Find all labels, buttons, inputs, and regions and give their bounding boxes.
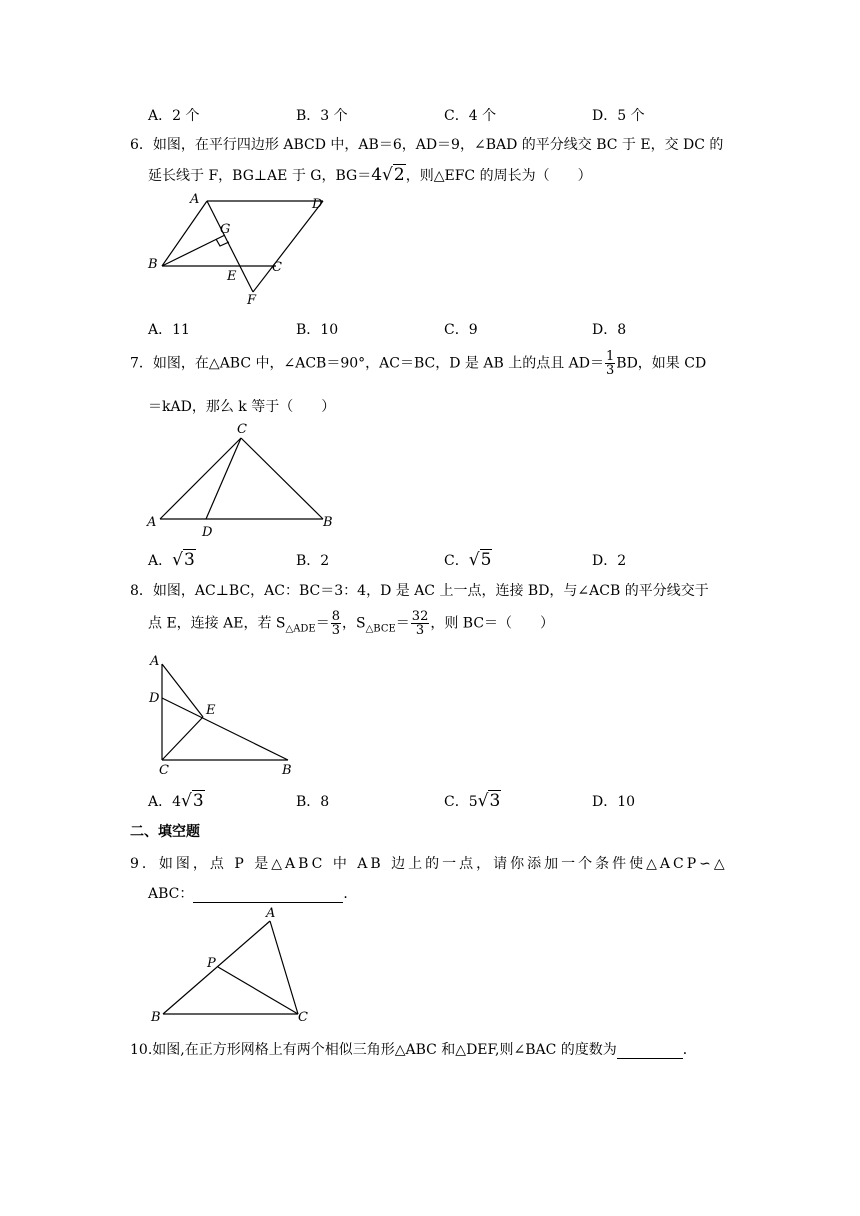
q8-option-a: A．4√3 xyxy=(148,791,204,811)
q7-edge-cb xyxy=(241,438,323,519)
q6-line1 xyxy=(130,134,723,154)
q8-line1 xyxy=(130,580,709,600)
q7-text-1a: 如图，在△ABC 中，∠ACB＝90°，AC＝BC，D 是 AB 上的点且 AD＝ xyxy=(152,355,605,372)
q9-line2 xyxy=(148,883,357,903)
q6-figure xyxy=(140,188,350,310)
q9-label-p: P xyxy=(207,956,216,971)
q9-text-2b: ． xyxy=(343,886,358,902)
q7-option-a: A．√3 xyxy=(148,550,195,570)
q8-label-e: E xyxy=(206,703,216,718)
q8-sub-bce: △BCE xyxy=(365,623,396,635)
q8-fraction-bce: $\frac{32}{3}$ xyxy=(411,609,429,638)
q6-edge-ab xyxy=(162,201,207,266)
q6-label-g: G xyxy=(220,222,231,237)
q7-line1 xyxy=(130,350,706,377)
q7-edge-ac xyxy=(160,438,241,519)
q6-option-c: C．9 xyxy=(444,322,478,338)
section-2-title: 二、填空题 xyxy=(130,824,200,840)
q6-line2 xyxy=(148,165,592,185)
q6-edge-bg xyxy=(162,235,225,266)
q9-label-b: B xyxy=(151,1010,161,1025)
q8-option-d: D．10 xyxy=(592,794,636,810)
q7-fraction: $\frac{1}{3}$ xyxy=(606,349,615,378)
q6-text-2a: 延长线于 F，BG⊥AE 于 G，BG＝ xyxy=(148,168,372,184)
q9-edge-ab xyxy=(163,921,270,1014)
q6-edge-df xyxy=(253,201,323,292)
q10-text: 10.如图,在正方形网格上有两个相似三角形△ABC 和△DEF,则∠BAC 的度数为 xyxy=(130,1042,617,1058)
q8-label-b: B xyxy=(282,763,292,778)
q8-label-a: A xyxy=(150,654,160,669)
q6-option-b: B．10 xyxy=(296,322,339,338)
q7-number: 7． xyxy=(130,355,153,372)
q8-label-c: C xyxy=(159,763,169,778)
q8-sub-ade: △ADE xyxy=(285,623,316,635)
q10-line xyxy=(130,1039,697,1059)
q8-fraction-ade: $\frac{8}{3}$ xyxy=(331,609,341,638)
q10-answer-blank[interactable] xyxy=(617,1042,683,1059)
q7-edge-cd xyxy=(206,438,241,519)
q6-option-a: A．11 xyxy=(148,322,190,338)
q7-option-b: B．2 xyxy=(296,553,330,569)
q8-option-c: C．5√3 xyxy=(444,791,501,811)
q6-text-2b: ，则△EFC 的周长为（ ） xyxy=(405,168,592,184)
q7-option-d: D．2 xyxy=(592,553,627,569)
q7-label-a: A xyxy=(147,515,157,530)
q5-option-c: C．4 个 xyxy=(444,108,497,124)
q6-bg-value: 4√2 xyxy=(371,165,405,185)
q8-option-b: B．8 xyxy=(296,794,330,810)
q6-label-f: F xyxy=(247,293,257,308)
q8-text-1: 如图，AC⊥BC，AC：BC＝3：4，D 是 AC 上一点，连接 BD，与∠ACB 的平分线交于 xyxy=(152,583,709,599)
q5-option-a: A．2 个 xyxy=(148,108,200,124)
q6-option-d: D．8 xyxy=(592,322,627,338)
q8-number: 8． xyxy=(130,583,153,599)
q8-text-2a: 点 E，连接 AE，若 S xyxy=(148,615,286,632)
q7-figure xyxy=(140,418,340,543)
q9-text-2a: ABC： xyxy=(148,886,194,902)
q9-line1 xyxy=(130,853,728,873)
q6-label-d: D xyxy=(312,197,323,212)
q8-edge-ae xyxy=(162,664,203,717)
q6-number: 6． xyxy=(130,137,153,153)
q9-label-a: A xyxy=(266,906,276,921)
q5-option-b: B．3 个 xyxy=(296,108,348,124)
q9-text-1: 如图，点 P 是△ABC 中 AB 边上的一点，请你添加一个条件使△ACP∽△ xyxy=(158,856,728,872)
q6-label-b: B xyxy=(148,257,158,272)
q9-figure xyxy=(140,905,330,1027)
q8-text-2b: ，则 BC＝（ ） xyxy=(430,615,555,632)
q6-label-a: A xyxy=(190,192,200,207)
q10-text-end: ． xyxy=(682,1042,697,1058)
q9-answer-blank[interactable] xyxy=(193,886,343,903)
q8-edge-db xyxy=(162,698,288,760)
q6-label-c: C xyxy=(272,260,282,275)
q9-number: 9． xyxy=(130,856,159,872)
q8-line2: 点 E，连接 AE，若 $S_{\triangle ADE}=$ $\frac{8}{3}$ ，$S_{\triangle BCE}=$ $\frac{32}{3}$ ，则 BC＝（ ） xyxy=(148,609,555,638)
q7-label-b: B xyxy=(323,515,333,530)
q7-text-1b: BD，如果 CD xyxy=(616,355,707,372)
q5-option-d: D．5 个 xyxy=(592,108,645,124)
q7-line2: ＝kAD，那么 k 等于（ ） xyxy=(148,399,336,415)
q8-figure xyxy=(140,650,310,780)
q8-label-d: D xyxy=(149,691,160,706)
q7-label-c: C xyxy=(237,422,247,437)
q7-label-d: D xyxy=(202,525,213,540)
q8-edge-ce xyxy=(162,717,203,760)
q9-label-c: C xyxy=(298,1010,308,1025)
q6-text-1: 如图，在平行四边形 ABCD 中，AB＝6，AD＝9，∠BAD 的平分线交 BC 于 E，交 DC 的 xyxy=(152,137,724,153)
q6-label-e: E xyxy=(227,269,237,284)
q7-option-c: C．√5 xyxy=(444,550,492,570)
